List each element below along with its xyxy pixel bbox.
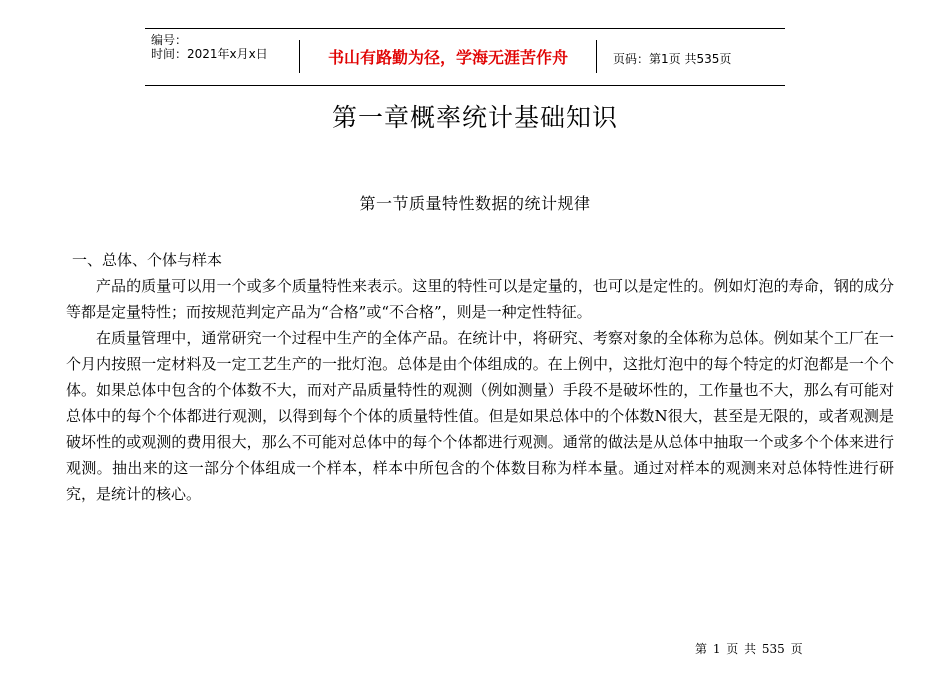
document-body bbox=[66, 247, 894, 507]
serial-label: 编号： bbox=[151, 33, 188, 47]
chapter-title: 第一章概率统计基础知识 bbox=[331, 103, 618, 132]
date-text: 时间：2021年x月x日 bbox=[151, 47, 268, 61]
section-title: 第一节质量特性数据的统计规律 bbox=[359, 194, 591, 213]
header-meta bbox=[151, 33, 268, 61]
header-page-info: 页码：第1页 共535页 bbox=[613, 52, 732, 66]
paragraph: 产品的质量可以用一个或多个质量特性来表示。这里的特性可以是定量的，也可以是定性的。例如灯泡的寿命，钢的成分等都是定量特性；而按规范判定产品为“合格”或“不合格”，则是一种定性特征。 bbox=[66, 277, 894, 321]
page-header bbox=[145, 28, 785, 86]
motto-banner: 书山有路勤为径，学海无涯苦作舟 bbox=[299, 40, 597, 73]
subheading: 一、总体、个体与样本 bbox=[72, 251, 223, 269]
paragraph: 在质量管理中，通常研究一个过程中生产的全体产品。在统计中，将研究、考察对象的全体称为总体。例如某个工厂在一个月内按照一定材料及一定工艺生产的一批灯泡。总体是由个体组成的。在上例中，这批灯泡中的每个特定的灯泡都是一个个体。如果总体中包含的个体数不大，而对产品质量特性的观测（例如测量）手段不是破坏性的，工作量也不大，那么有可能对总体中的每个个体都进行观测，以得到每个个体的质量特性值。但是如果总体中的个体数N很大，甚至是无限的，或者观测是破坏性的或观测的费用很大，那么不可能对总体中的每个个体都进行观测。通常的做法是从总体中抽取一个或多个个体来进行观测。抽出来的这一部分个体组成一个样本，样本中所包含的个体数目称为样本量。通过对样本的观测来对总体特性进行研究，是统计的核心。 bbox=[66, 329, 894, 503]
page-footer: 第 1 页 共 535 页 bbox=[695, 642, 803, 656]
